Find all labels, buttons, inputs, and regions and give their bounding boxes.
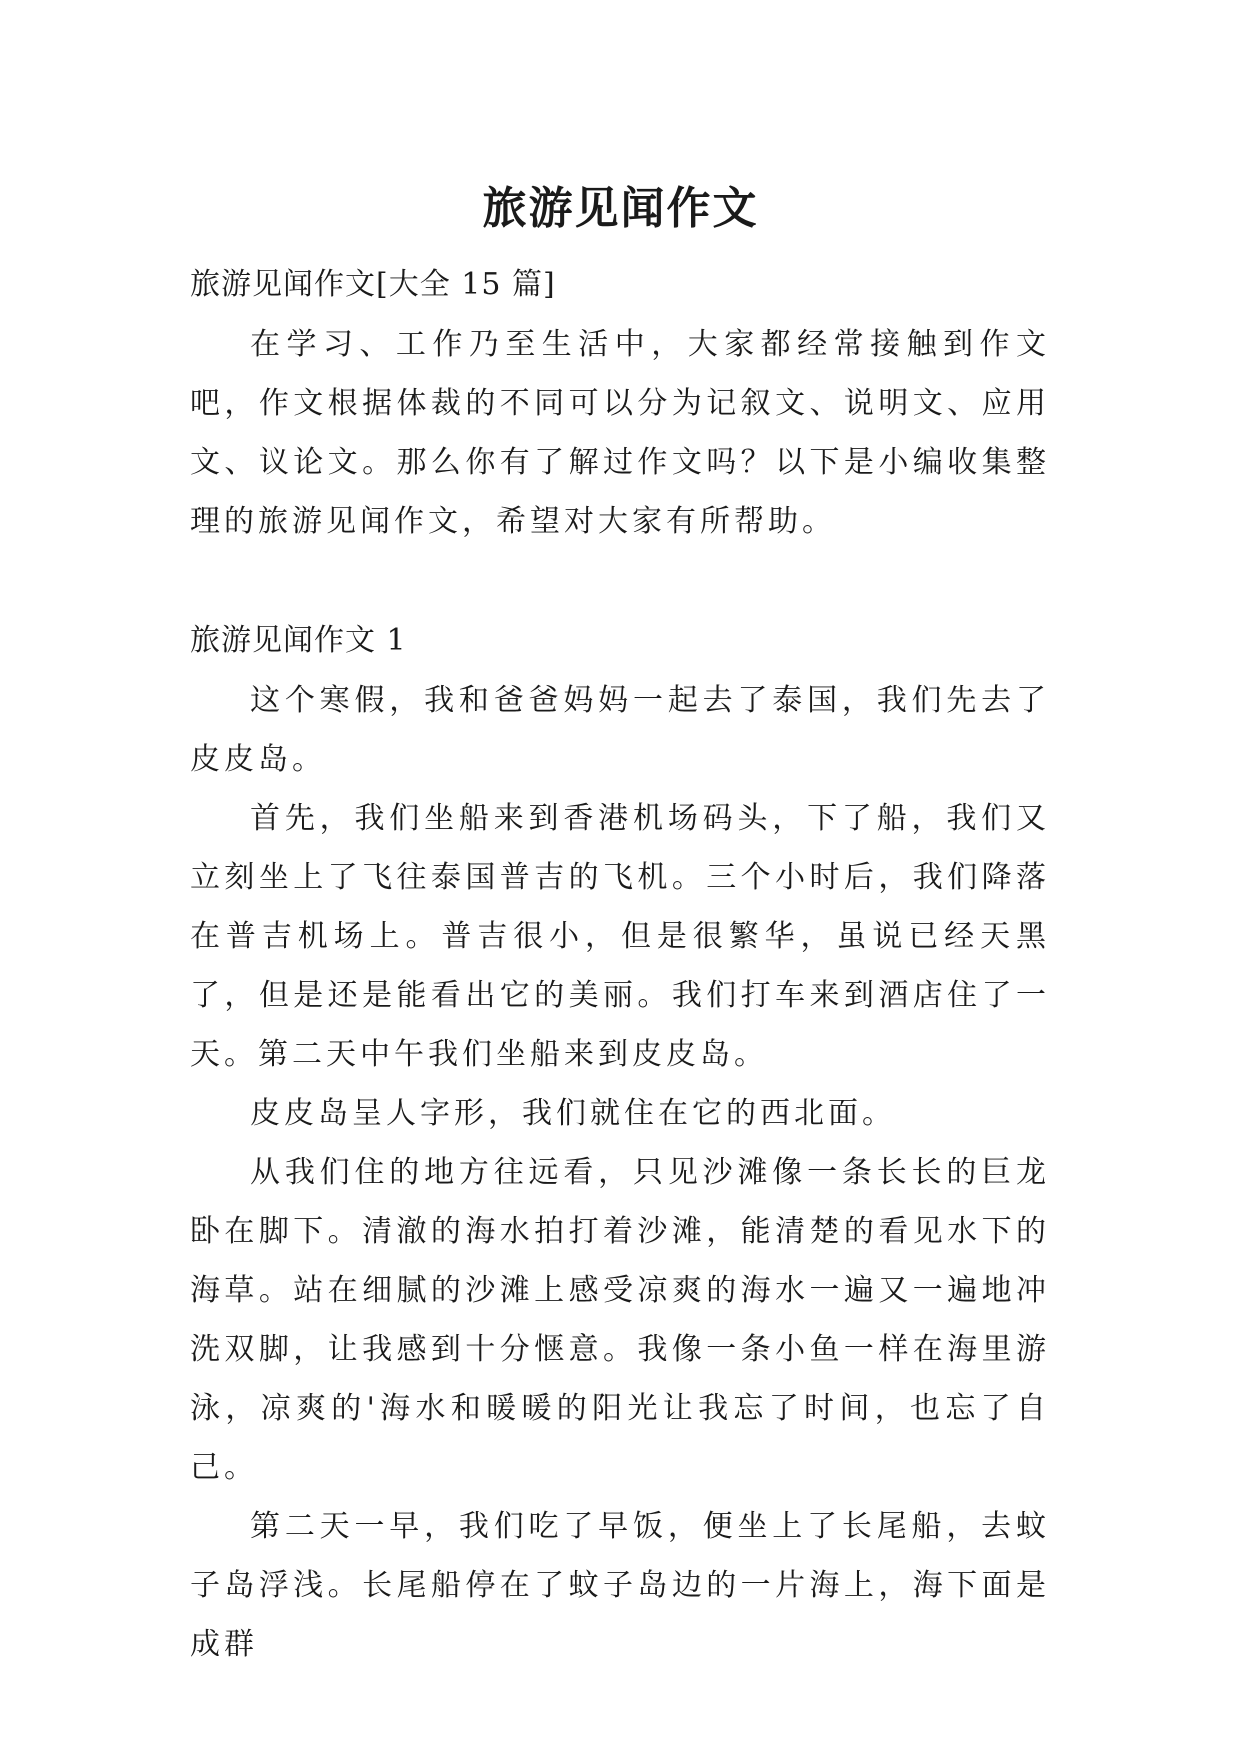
document-title: 旅游见闻作文	[482, 183, 759, 235]
section-heading: 旅游见闻作文 1	[190, 623, 407, 658]
intro-paragraph: 在学习、工作乃至生活中，大家都经常接触到作文吧，作文根据体裁的不同可以分为记叙文、说明文、应用文、议论文。那么你有了解过作文吗？以下是小编收集整理的旅游见闻作文，希望对大家有所帮助。	[190, 327, 1050, 539]
body-paragraph: 这个寒假，我和爸爸妈妈一起去了泰国，我们先去了皮皮岛。	[190, 683, 1050, 777]
body-paragraph: 皮皮岛呈人字形，我们就住在它的西北面。	[250, 1096, 896, 1131]
body-paragraph: 首先，我们坐船来到香港机场码头，下了船，我们又立刻坐上了飞往泰国普吉的飞机。三个小时后，我们降落在普吉机场上。普吉很小，但是很繁华，虽说已经天黑了，但是还是能看出它的美丽。我们打车来到酒店住了一天。第二天中午我们坐船来到皮皮岛。	[190, 801, 1050, 1072]
body-paragraph: 第二天一早，我们吃了早饭，便坐上了长尾船，去蚊子岛浮浅。长尾船停在了蚊子岛边的一片海上，海下面是成群	[190, 1509, 1050, 1662]
document-subtitle: 旅游见闻作文[大全 15 篇]	[190, 267, 556, 302]
body-paragraph: 从我们住的地方往远看，只见沙滩像一条长长的巨龙卧在脚下。清澈的海水拍打着沙滩，能清楚的看见水下的海草。站在细腻的沙滩上感受凉爽的海水一遍又一遍地冲洗双脚，让我感到十分惬意。我像一条小鱼一样在海里游泳，凉爽的'海水和暖暖的阳光让我忘了时间，也忘了自己。	[190, 1155, 1050, 1485]
document-body	[190, 255, 1050, 1674]
section-spacer	[190, 551, 1050, 611]
